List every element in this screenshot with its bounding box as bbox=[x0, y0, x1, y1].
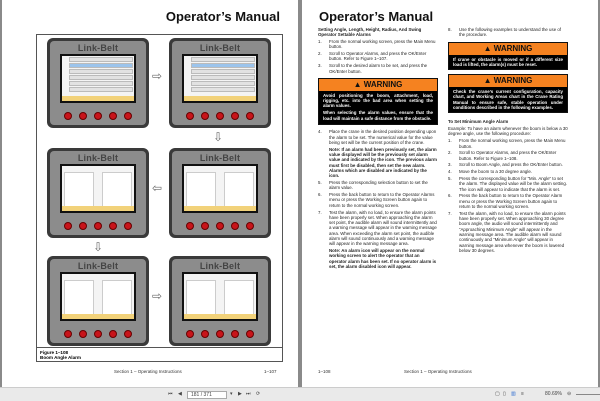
softkey-bar bbox=[184, 96, 256, 101]
step-text: From the normal working screen, press the Main Menu button. bbox=[329, 39, 436, 50]
footer-section: Section 1 – Operating Instructions bbox=[114, 369, 182, 374]
example-text: Example: To have an alarm whenever the boom is below a 30 degree angle, use the following procedure: bbox=[448, 126, 568, 137]
subheading: To Set Minimum Angle Alarm bbox=[448, 119, 509, 125]
list-item bbox=[448, 27, 568, 38]
rotate-icon[interactable]: ⟳ bbox=[256, 391, 261, 397]
softkey-bar bbox=[184, 314, 256, 319]
step-number: 1. bbox=[448, 138, 452, 144]
min-angle-panel bbox=[64, 172, 94, 208]
display-screen bbox=[47, 256, 149, 346]
link-belt-logo: Link-Belt bbox=[199, 43, 241, 53]
selection-button bbox=[109, 222, 117, 230]
step-number: 7. bbox=[448, 210, 452, 216]
menu-item bbox=[191, 63, 255, 68]
step-text: Move the boom to a 30 degree angle. bbox=[459, 169, 532, 175]
step-number: 2. bbox=[448, 150, 452, 156]
selection-button bbox=[124, 222, 132, 230]
page-title: Operator’s Manual bbox=[165, 9, 280, 24]
softkey-bar bbox=[62, 314, 134, 319]
footer-page-number: 1–107 bbox=[264, 369, 277, 374]
link-belt-logo: Link-Belt bbox=[77, 43, 119, 53]
min-angle-panel bbox=[186, 172, 216, 208]
list-item bbox=[318, 192, 438, 208]
selection-button bbox=[246, 112, 254, 120]
zoom-out-button[interactable]: ⊖ bbox=[567, 391, 572, 397]
step-number: 4. bbox=[318, 129, 322, 135]
warning-text: Avoid positioning the boom, attachment, load, rigging, etc. into the bad area when setting the alarm values. bbox=[323, 92, 433, 109]
selection-button bbox=[231, 222, 239, 230]
selection-button bbox=[64, 112, 72, 120]
menu-item bbox=[69, 69, 133, 74]
list-item bbox=[448, 193, 568, 209]
list-item bbox=[318, 210, 438, 247]
steps-list bbox=[448, 138, 568, 253]
softkey-bar bbox=[184, 206, 256, 211]
list-item bbox=[318, 129, 438, 145]
max-angle-panel bbox=[224, 280, 254, 316]
display-screen bbox=[47, 38, 149, 128]
menu-item bbox=[69, 87, 133, 92]
note: Note: An alarm icon will appear on the normal working screen to alert the operator that an operator alarm has been set. If no operator alarm is set, the alarm disabled icon will appear. bbox=[329, 248, 437, 269]
menu-item bbox=[191, 75, 255, 80]
selection-button bbox=[124, 112, 132, 120]
selection-button bbox=[79, 222, 87, 230]
list-item bbox=[448, 211, 568, 253]
list-item bbox=[448, 169, 568, 174]
step-number: 5. bbox=[448, 176, 452, 182]
zoom-slider[interactable] bbox=[576, 394, 600, 395]
section-heading: Setting Angle, Length, Height, Radius, And Swing Operator Settable Alarms bbox=[318, 27, 422, 38]
viewer-toolbar bbox=[0, 387, 600, 401]
menu-item bbox=[69, 63, 133, 68]
max-angle-panel bbox=[102, 172, 132, 208]
caption-title: Boom Angle Alarm bbox=[40, 355, 82, 361]
menu-item bbox=[69, 75, 133, 80]
list-item bbox=[318, 63, 438, 74]
column-right bbox=[448, 27, 568, 255]
prev-page-button[interactable]: ◀ bbox=[178, 391, 182, 397]
step-number: 7. bbox=[318, 209, 322, 215]
arrow-icon: ⇨ bbox=[152, 289, 163, 303]
continuous-view-icon[interactable]: ▯ bbox=[503, 391, 506, 397]
selection-button bbox=[64, 330, 72, 338]
selection-button bbox=[231, 112, 239, 120]
step-text: Scroll to Boom Angle, and press the OK/Enter button. bbox=[459, 162, 563, 168]
step-number: 5. bbox=[318, 180, 322, 186]
warning-text: When selecting the alarm values, ensure that the load will maintain a safe distance from the obstacle. bbox=[323, 110, 433, 121]
selection-button bbox=[231, 330, 239, 338]
warning-header: ▲ WARNING bbox=[319, 79, 437, 91]
selection-button bbox=[201, 112, 209, 120]
display-screen bbox=[169, 38, 271, 128]
selection-button bbox=[124, 330, 132, 338]
right-page bbox=[302, 0, 598, 387]
list-item bbox=[318, 39, 438, 50]
arrow-icon: ⇩ bbox=[213, 130, 224, 144]
zoom-level[interactable]: 80.69% bbox=[545, 391, 562, 397]
scroll-view-icon[interactable]: ≡ bbox=[521, 391, 524, 397]
menu-item bbox=[69, 81, 133, 86]
step-text: Press the back button to return to the Operator Alarm menu or press the Working Screen button again to return to the normal working screen. bbox=[459, 193, 563, 210]
warning-text: Check the crane’s current configuration, capacity chart, and Working Areas chart in the Crane Rating Manual to ensure safe, stable operation under conditions described in the following examples. bbox=[453, 89, 563, 111]
warning-label: WARNING bbox=[493, 76, 533, 86]
step-number: 4. bbox=[448, 169, 452, 175]
footer-section: Section 1 – Operating Instructions bbox=[404, 369, 472, 374]
link-belt-logo: Link-Belt bbox=[77, 153, 119, 163]
steps-list bbox=[318, 39, 438, 74]
display-screen bbox=[169, 256, 271, 346]
steps-list bbox=[318, 180, 438, 247]
menu-item bbox=[191, 81, 255, 86]
selection-button bbox=[246, 222, 254, 230]
max-angle-panel bbox=[224, 172, 254, 208]
step-text: Test the alarm, with no load, to ensure the alarm points have been properly set. When approaching 30 degree boom angle, the audio will sound intermittently and “Approaching Minimum Angle” will appear in the warning message area. The audible alarm will sound continuously and “Minimum Angle” will appear in warning message area whenever the boom is lowered below 30 degrees. bbox=[459, 210, 566, 253]
menu-item bbox=[191, 87, 255, 92]
last-page-button[interactable]: ⏭ bbox=[246, 391, 251, 397]
selection-button bbox=[216, 330, 224, 338]
footer-page-number: 1–108 bbox=[318, 369, 331, 374]
step-text: Press the corresponding selection button to set the alarm value. bbox=[329, 180, 428, 191]
step-text: Press the back button to return to the Operator Alarms menu or press the Working Screen button again to return to the normal working screen. bbox=[329, 192, 435, 208]
display-screen bbox=[169, 148, 271, 238]
warning-header: ▲ WARNING bbox=[449, 43, 567, 55]
caption-number: Figure 1–108 bbox=[40, 350, 69, 355]
list-item bbox=[448, 138, 568, 149]
menu-item bbox=[69, 57, 133, 62]
page-number-input[interactable]: 181 / 371 bbox=[187, 391, 227, 399]
list-item bbox=[448, 150, 568, 161]
list-item bbox=[318, 51, 438, 62]
selection-button bbox=[109, 112, 117, 120]
figure-boom-angle-alarm bbox=[36, 34, 283, 362]
left-page bbox=[2, 0, 298, 387]
arrow-icon: ⇨ bbox=[152, 69, 163, 83]
step-text: Scroll to Operator Alarms, and press the OK/Enter button. Refer to Figure 1–108. bbox=[459, 150, 557, 161]
single-page-view-icon[interactable]: ▢ bbox=[495, 391, 500, 397]
step-text: Press the corresponding button for “Min. Angle” to set the alarm. The displayed value will be the alarm setting. The icon will appear to indicate that the alarm is set. bbox=[459, 176, 568, 192]
step-number: 1. bbox=[318, 39, 322, 45]
note: Note: If an alarm had been previously set, the alarm value displayed will be the previously set alarm value and indicated by the icon. The previous alarm must first be disabled, then set the new alarm. Alarms which are disabled are indicated by the icon. bbox=[329, 146, 437, 179]
list-item bbox=[448, 176, 568, 192]
selection-button bbox=[79, 330, 87, 338]
step-text: Use the following examples to understand the use of the procedure. bbox=[459, 27, 562, 38]
column-left bbox=[318, 27, 438, 271]
menu-item bbox=[191, 69, 255, 74]
step-number: 2. bbox=[318, 51, 322, 57]
selection-button bbox=[109, 330, 117, 338]
step-number: 3. bbox=[448, 162, 452, 168]
warning-box bbox=[448, 74, 568, 113]
link-belt-logo: Link-Belt bbox=[199, 261, 241, 271]
selection-button bbox=[94, 112, 102, 120]
page-dropdown-icon[interactable]: ▾ bbox=[230, 391, 233, 397]
warning-box bbox=[448, 42, 568, 71]
warning-box bbox=[318, 78, 438, 125]
softkey-bar bbox=[62, 96, 134, 101]
selection-button bbox=[94, 222, 102, 230]
warning-label: WARNING bbox=[363, 79, 403, 89]
list-item bbox=[448, 162, 568, 167]
step-number: 8. bbox=[448, 27, 452, 32]
arrow-icon: ⇩ bbox=[93, 240, 104, 254]
softkey-bar bbox=[62, 206, 134, 211]
menu-item bbox=[191, 57, 255, 62]
step-number: 6. bbox=[318, 192, 322, 198]
selection-button bbox=[186, 330, 194, 338]
step-text: Place the crane in the desired position depending upon the alarm to be set. The numerical value for the value being set will be the current position of the crane. bbox=[329, 129, 437, 145]
list-item bbox=[318, 180, 438, 191]
selection-button bbox=[246, 330, 254, 338]
step-number: 6. bbox=[448, 193, 452, 199]
step-text: Scroll to Operator Alarms, and press the OK/Enter button. Refer to Figure 1–107. bbox=[329, 51, 427, 62]
display-screen bbox=[47, 148, 149, 238]
next-page-button[interactable]: ▶ bbox=[238, 391, 242, 397]
selection-button bbox=[216, 112, 224, 120]
selection-button bbox=[186, 112, 194, 120]
two-page-view-icon[interactable]: ▥ bbox=[511, 391, 516, 397]
figure-caption bbox=[37, 347, 282, 361]
min-angle-panel bbox=[64, 280, 94, 316]
warning-text: If crane or obstacle is moved or if a different size load is lifted, the alarm(s) must be reset. bbox=[453, 56, 563, 67]
link-belt-logo: Link-Belt bbox=[77, 261, 119, 271]
step-text: From the normal working screen, press the Main Menu button. bbox=[459, 138, 566, 149]
warning-label: WARNING bbox=[493, 43, 533, 53]
selection-button bbox=[64, 222, 72, 230]
selection-button bbox=[201, 330, 209, 338]
step-text: Scroll to the desired alarm to be set, and press the OK/Enter button. bbox=[329, 63, 428, 74]
step-number: 3. bbox=[318, 63, 322, 69]
selection-button bbox=[216, 222, 224, 230]
selection-button bbox=[186, 222, 194, 230]
first-page-button[interactable]: ⏮ bbox=[168, 391, 173, 397]
selection-button bbox=[94, 330, 102, 338]
step-text: Test the alarm, with no load, to ensure the alarm points have been properly set. When approaching the alarm set point, the audible alarm will sound intermittently and a warning message will appear in the warning message area. When exceeding the alarm set point, the audible alarm will sound continuously and a warning message will appear in the warning message area. bbox=[329, 209, 437, 247]
link-belt-logo: Link-Belt bbox=[199, 153, 241, 163]
arrow-icon: ⇦ bbox=[152, 181, 163, 195]
page-title: Operator’s Manual bbox=[319, 9, 434, 24]
max-angle-panel bbox=[102, 280, 132, 316]
min-angle-panel bbox=[186, 280, 216, 316]
warning-header: ▲ WARNING bbox=[449, 75, 567, 87]
selection-button bbox=[79, 112, 87, 120]
selection-button bbox=[201, 222, 209, 230]
